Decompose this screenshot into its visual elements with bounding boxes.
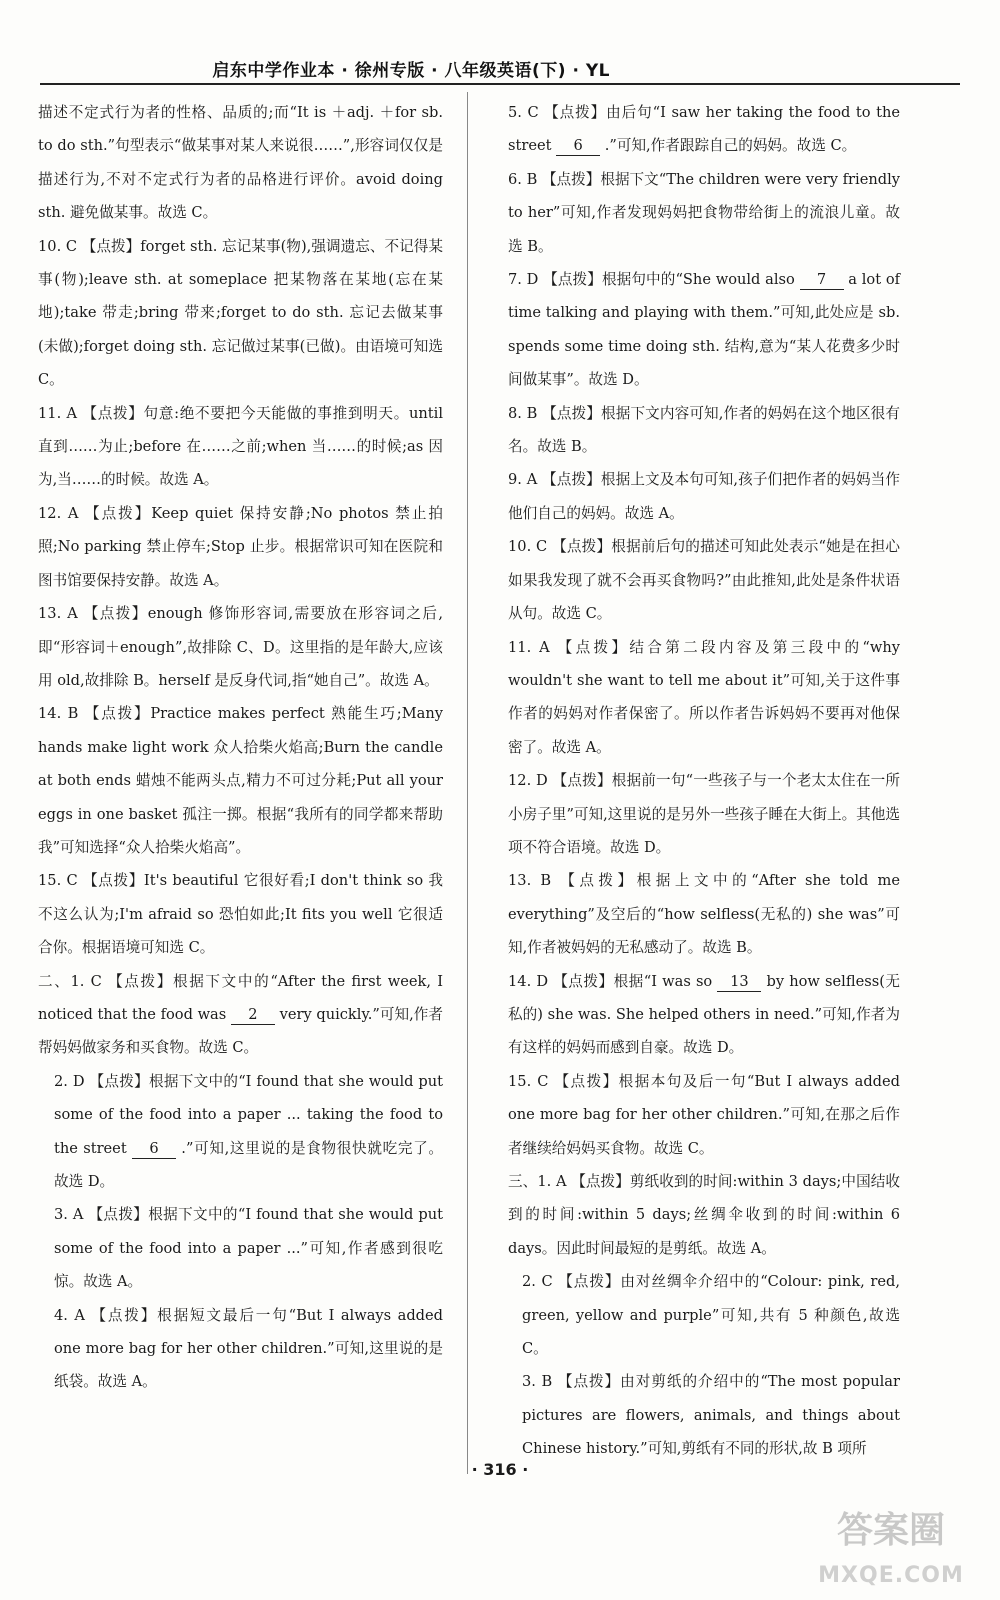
answer-1-15: 15. C 【点拨】It's beautiful 它很好看;I don't think so 我不这么认为;I'm afraid so 恐怕如此;It fits you well 它很适合你。根据语境可知选 C。	[38, 872, 443, 957]
answer-2-4: 4. A 【点拨】根据短文最后一句“But I always added one more bag for her other children.”可知,这里说的是纸袋。故选 A。	[54, 1306, 443, 1391]
answer-2-5	[508, 96, 900, 163]
answer-2-14	[508, 965, 900, 1065]
header-title: 启东中学作业本 · 徐州专版 · 八年级英语(下) · YL	[212, 61, 610, 81]
answer-2-9: 9. A 【点拨】根据上文及本句可知,孩子们把作者的妈妈当作他们自己的妈妈。故选 A。	[508, 471, 900, 522]
blank-number: 6	[132, 1140, 176, 1159]
blank-number: 2	[231, 1006, 275, 1025]
answer-1-10: 10. C 【点拨】forget sth. 忘记某事(物),强调遗忘、不记得某事(物);leave sth. at someplace 把某物落在某地(忘在某地);take 带走;bring 带来;forget to do sth. 忘记去做某事(未做);forget doing sth. 忘记做过某事(已做)。由语境可知选 C。	[38, 237, 443, 389]
answer-2-3: 3. A 【点拨】根据下文中的“I found that she would put some of the food into a paper ...”可知,作者感到很吃惊。故选 A。	[54, 1206, 443, 1291]
watermark-url-text: MXQE.COM	[818, 1563, 964, 1588]
answer-1-11: 11. A 【点拨】句意:绝不要把今天能做的事推到明天。until 直到……为止;before 在……之前;when 当……的时候;as 因为,当……的时候。故选 A。	[38, 404, 443, 489]
answer-2-13: 13. B 【点拨】根据上文中的“After she told me everything”及空后的“how selfless(无私的) she was”可知,作者被妈妈的无私感动了。故选 B。	[508, 872, 900, 957]
running-header	[40, 56, 960, 84]
answer-2-7-part-b: a lot of time talking and playing with them.”可知,此处应是 sb. spends some time doing sth. 结构,意为“某人花费多少时间做某事”。故选 D。	[508, 271, 901, 389]
answer-1-12: 12. A 【点拨】Keep quiet 保持安静;No photos 禁止拍照;No parking 禁止停车;Stop 止步。根据常识可知在医院和图书馆要保持安静。故选 A。	[38, 504, 443, 589]
answer-2-5-part-a: 5. C 【点拨】由后句“I saw her taking the food to the street	[508, 104, 900, 155]
answer-2-1-part-b: very quickly.”可知,作者帮妈妈做家务和买食物。故选 C。	[38, 1005, 443, 1057]
header-rule	[40, 83, 960, 85]
answer-2-10: 10. C 【点拨】根据前后句的描述可知此处表示“她是在担心如果我发现了就不会再买食物吗?”由此推知,此处是条件状语从句。故选 C。	[508, 538, 900, 623]
answer-2-14-part-a: 14. D 【点拨】根据“I was so	[508, 972, 718, 990]
answer-1-14: 14. B 【点拨】Practice makes perfect 熟能生巧;Many hands make light work 众人拾柴火焰高;Burn the candle at both ends 蜡烛不能两头点,精力不可过分耗;Put all your eggs in one basket 孤注一掷。根据“我所有的同学都来帮助我”可知选择“众人拾柴火焰高”。	[38, 705, 443, 856]
column-divider	[467, 92, 468, 1474]
answer-2-5-part-b: .”可知,作者跟踪自己的妈妈。故选 C。	[600, 137, 857, 155]
watermark-logo	[816, 1490, 966, 1594]
answer-2-1-part-a: 二、1. C 【点拨】根据下文中的“After the first week, I noticed that the food was	[38, 972, 443, 1023]
answer-2-7-part-a: 7. D 【点拨】根据句中的“She would also	[508, 271, 800, 289]
answer-2-2-part-a: 2. D 【点拨】根据下文中的“I found that she would put some of the food into a paper ... taking the food to the street	[54, 1072, 443, 1157]
answer-2-8: 8. B 【点拨】根据下文内容可知,作者的妈妈在这个地区很有名。故选 B。	[508, 404, 900, 456]
answer-2-2-part-b: .”可知,这里说的是食物很快就吃完了。故选 D。	[54, 1139, 443, 1190]
page-number: · 316 ·	[471, 1460, 529, 1479]
answer-3-1: 三、1. A 【点拨】剪纸收到的时间:within 3 days;中国结收到的时间:within 5 days;丝绸伞收到的时间:within 6 days。因此时间最短的是剪纸。故选 A。	[508, 1173, 900, 1257]
answer-2-6: 6. B 【点拨】根据下文“The children were very friendly to her”可知,作者发现妈妈把食物带给街上的流浪儿童。故选 B。	[508, 170, 900, 255]
blank-number: 6	[556, 137, 600, 156]
left-column	[38, 96, 443, 1399]
answer-2-2	[38, 1065, 443, 1199]
answer-3-2: 2. C 【点拨】由对丝绸伞介绍中的“Colour: pink, red, green, yellow and purple”可知,共有 5 种颜色,故选 C。	[522, 1273, 900, 1358]
answer-intro: 描述不定式行为者的性格、品质的;而“It is ＋adj. ＋for sb. to do sth.”句型表示“做某事对某人来说很……”,形容词仅仅是描述行为,不对不定式行为者的品格进行评价。avoid doing sth. 避免做某事。故选 C。	[38, 104, 443, 222]
answer-2-14-part-b: by how selfless(无私的) she was. She helped others in need.”可知,作者为有这样的妈妈而感到自豪。故选 D。	[508, 972, 900, 1057]
answer-2-1	[38, 965, 443, 1065]
blank-number: 13	[717, 973, 761, 992]
watermark-logo-text: 答案圈	[836, 1510, 946, 1551]
answer-3-3: 3. B 【点拨】由对剪纸的介绍中的“The most popular pictures are flowers, animals, and things about Chinese history.”可知,剪纸有不同的形状,故 B 项所	[522, 1373, 900, 1458]
answer-1-13: 13. A 【点拨】enough 修饰形容词,需要放在形容词之后,即“形容词＋enough”,故排除 C、D。这里指的是年龄大,应该用 old,故排除 B。herself 是反身代词,指“她自己”。故选 A。	[38, 605, 443, 689]
answer-2-15: 15. C 【点拨】根据本句及后一句“But I always added one more bag for her other children.”可知,在那之后作者继续给妈妈买食物。故选 C。	[508, 1072, 900, 1157]
right-column	[508, 96, 900, 1466]
answer-2-11: 11. A 【点拨】结合第二段内容及第三段中的“why wouldn't she want to tell me about it”可知,关于这件事作者的妈妈对作者保密了。所以作者告诉妈妈不要再对他保密了。故选 A。	[508, 638, 900, 756]
answer-2-12: 12. D 【点拨】根据前一句“一些孩子与一个老太太住在一所小房子里”可知,这里说的是另外一些孩子睡在大街上。其他选项不符合语境。故选 D。	[508, 772, 900, 856]
blank-number: 7	[800, 271, 844, 290]
answer-2-7	[508, 263, 900, 397]
